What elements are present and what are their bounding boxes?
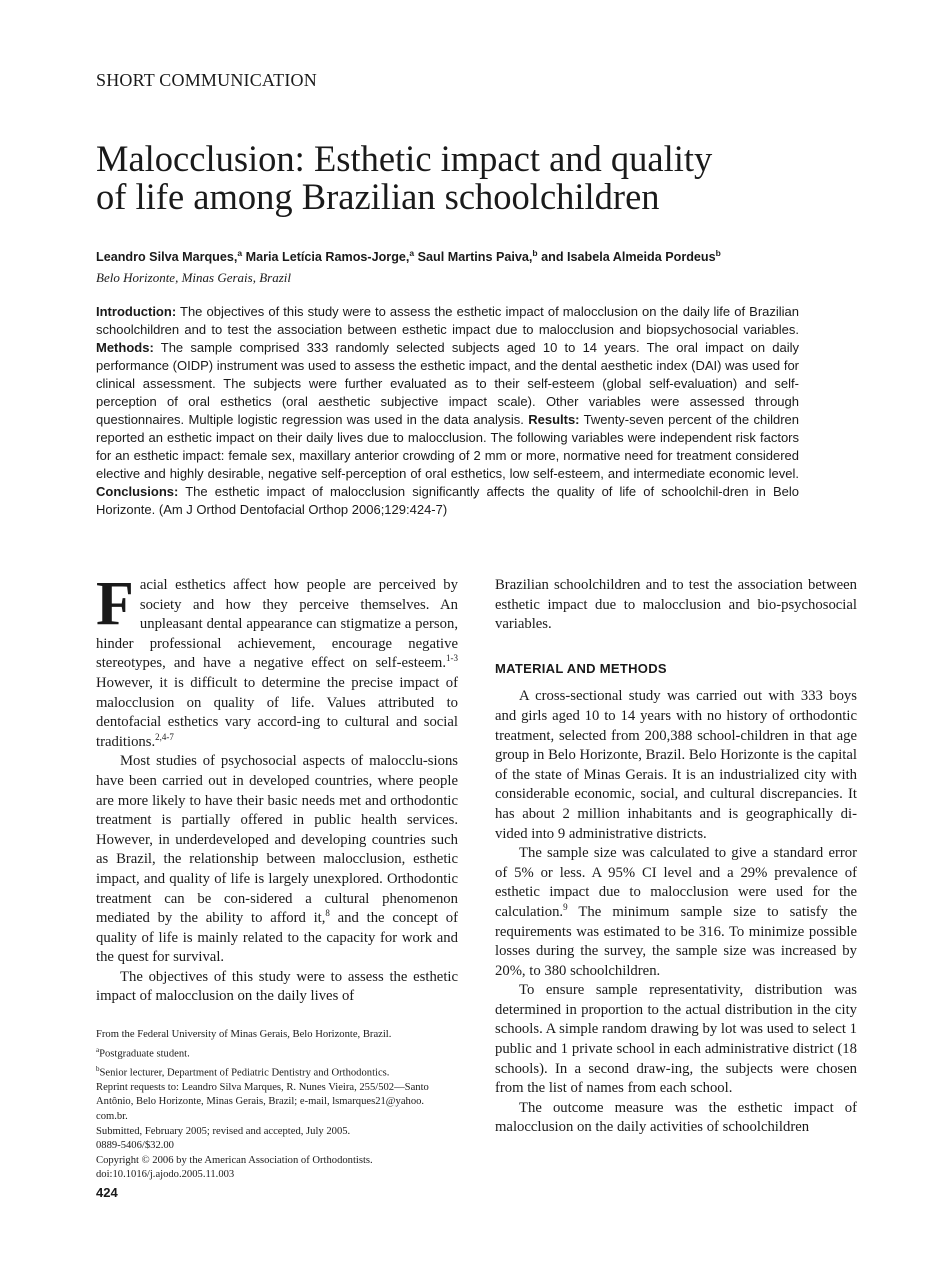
- section-heading: MATERIAL AND METHODS: [495, 660, 667, 676]
- body-column-left: [96, 570, 458, 1007]
- author-affiliation-mark: a: [409, 248, 415, 258]
- citation-ref: 2,4-7: [155, 731, 174, 742]
- author-affiliation-mark: b: [715, 248, 721, 258]
- author-name: Leandro Silva Marques,: [96, 250, 238, 265]
- author-name: Saul Martins Paiva,: [417, 250, 533, 265]
- paragraph-text: acial esthetics affect how people are perceived by society and how they perceive themselves. An unpleasant dental appearance can stigmatize a person, hinder professional achievement, encourage negative stereotypes, and have a negative effect on self-esteem.: [96, 577, 458, 672]
- body-paragraph: The objectives of this study were to assess the esthetic impact of malocclusion on the daily lives of: [96, 968, 458, 1005]
- abstract-methods-text: The sample comprised 333 randomly selected subjects aged 10 to 14 years. The oral impact on daily performance (OIDP) instrument was used to assess the esthetic impact, and the dental aesthetic index (DAI) was used for clinical assessment. The subjects were further evaluated as to their self-esteem (global self-evaluation) and self-perception of oral esthetics (oral aesthetic subjective impact scale). Other variables were assessed through questionnaires. Multiple logistic regression was used in the data analysis.: [96, 340, 799, 427]
- section-label: SHORT COMMUNICATION: [96, 70, 317, 90]
- citation-ref: 9: [563, 902, 568, 913]
- author-list: [96, 248, 876, 264]
- author-affiliation-mark: a: [237, 248, 243, 258]
- page-number: 424: [96, 1185, 118, 1200]
- paragraph-text: and the concept of quality of life is mainly related to the capacity for work and the quest for survival.: [96, 910, 458, 966]
- footnote-copyright: Copyright © 2006 by the American Association of Orthodontists.: [96, 1154, 373, 1166]
- abstract-intro-label: Introduction:: [96, 304, 177, 319]
- author-name: Maria Letícia Ramos-Jorge,: [245, 250, 410, 265]
- abstract-intro-text: The objectives of this study were to assess the esthetic impact of malocclusion on the daily life of Brazilian schoolchildren and to test the association between esthetic impact due to malocclusion and biopsychosocial variables.: [96, 304, 799, 337]
- body-paragraph: The outcome measure was the esthetic impact of malocclusion on the daily activities of schoolchildren: [495, 1099, 857, 1136]
- article-title: [96, 140, 856, 216]
- title-line-1: Malocclusion: Esthetic impact and quality: [96, 138, 713, 179]
- abstract: [96, 303, 799, 519]
- author-name: and Isabela Almeida Pordeus: [541, 250, 716, 265]
- footnote-from: From the Federal University of Minas Gerais, Belo Horizonte, Brazil.: [96, 1029, 392, 1040]
- body-paragraph: [495, 844, 857, 981]
- abstract-methods-label: Methods:: [96, 340, 154, 355]
- body-paragraph: Brazilian schoolchildren and to test the association between esthetic impact due to malocclusion and bio-psychosocial variables.: [495, 577, 857, 633]
- abstract-results-text: Twenty-seven percent of the children reported an esthetic impact on their daily lives due to malocclusion. The following variables were independent risk factors for an esthetic impact: female sex, maxillary anterior crowding of 2 mm or more, normative need for treatment considered elective and highly desirable, negative self-perception of oral esthetics, low self-esteem, and intermediate economic level.: [96, 412, 799, 481]
- drop-cap: F: [96, 570, 134, 638]
- author-affiliation-mark: b: [532, 248, 538, 258]
- footnote-reprint: Reprint requests to: Leandro Silva Marques, R. Nunes Vieira, 255/502—Santo Antônio, Belo Horizonte, Minas Gerais, Brazil; e-mail, lsmarques21@yahoo. com.br.: [96, 1081, 429, 1123]
- footnotes: [96, 1028, 458, 1183]
- body-paragraph: A cross-sectional study was carried out with 333 boys and girls aged 10 to 14 years with no history of orthodontic treatment, selected from 200,388 school-children in that age group in Belo Horizonte, Brazil. Belo Horizonte is the capital of the state of Minas Gerais. It is an industrialized city with considerable economic, social, and cultural discrepancies. It has about 2 million inhabitants and is geographically di-vided into 9 administrative districts.: [495, 688, 857, 842]
- footnote-a: [96, 1043, 458, 1062]
- body-paragraph: To ensure sample representativity, distribution was determined in proportion to the actual distribution in the city schools. A simple random drawing by lot was used to select 1 public and 1 private school in each administrative district (18 schools). In a second draw-ing, the subjects were chosen from the list of names from each school.: [495, 982, 857, 1097]
- citation-ref: 8: [325, 908, 330, 919]
- footnote-b: [96, 1062, 458, 1081]
- abstract-conclusions-text: The esthetic impact of malocclusion significantly affects the quality of life of schoolchil-dren in Belo Horizonte. (Am J Orthod Dentofacial Orthop 2006;129:424-7): [96, 484, 799, 517]
- footnote-submitted: Submitted, February 2005; revised and accepted, July 2005.: [96, 1125, 351, 1137]
- footnote-mark: b: [96, 1064, 100, 1073]
- title-line-2: of life among Brazilian schoolchildren: [96, 176, 660, 217]
- footnote-mark: a: [96, 1045, 100, 1054]
- abstract-results-label: Results:: [528, 412, 580, 427]
- paragraph-text: Most studies of psychosocial aspects of malocclu-sions have been carried out in developed countries, where people are more likely to have their basic needs met and orthodontic treatment is partially offered in public health services. However, in underdeveloped and developing countries such as Brazil, the relationship between malocclusion, esthetic impact, and quality of life is largely unexplored. Orthodontic treatment can be con-sidered a cultural phenomenon mediated by the ability to afford it,: [96, 753, 458, 927]
- body-paragraph: [96, 752, 458, 968]
- paragraph-text: The sample size was calculated to give a standard error of 5% or less. A 95% CI level and a 29% prevalence of esthetic impact due to malocclusion were used for the calculation.: [495, 845, 857, 920]
- body-column-right: [495, 576, 857, 1138]
- footnote-issn: 0889-5406/$32.00: [96, 1140, 174, 1152]
- paragraph-text: However, it is difficult to determine the precise impact of malocclusion on quality of life. Values attributed to dentofacial esthetics vary accord-ing to cultural and social traditions.: [96, 674, 458, 750]
- paragraph-text: The minimum sample size to satisfy the requirements was estimated to be 316. To minimize possible losses during the survey, the sample size was increased by 20%, to 380 schoolchildren.: [495, 903, 857, 979]
- body-paragraph: [96, 570, 458, 752]
- footnote-doi: doi:10.1016/j.ajodo.2005.11.003: [96, 1169, 235, 1181]
- footnote-text: Postgraduate student.: [99, 1048, 190, 1060]
- citation-ref: 1-3: [446, 653, 458, 664]
- affiliation: Belo Horizonte, Minas Gerais, Brazil: [96, 270, 291, 285]
- footnote-text: Senior lecturer, Department of Pediatric Dentistry and Orthodontics.: [99, 1067, 390, 1079]
- abstract-conclusions-label: Conclusions:: [96, 484, 179, 499]
